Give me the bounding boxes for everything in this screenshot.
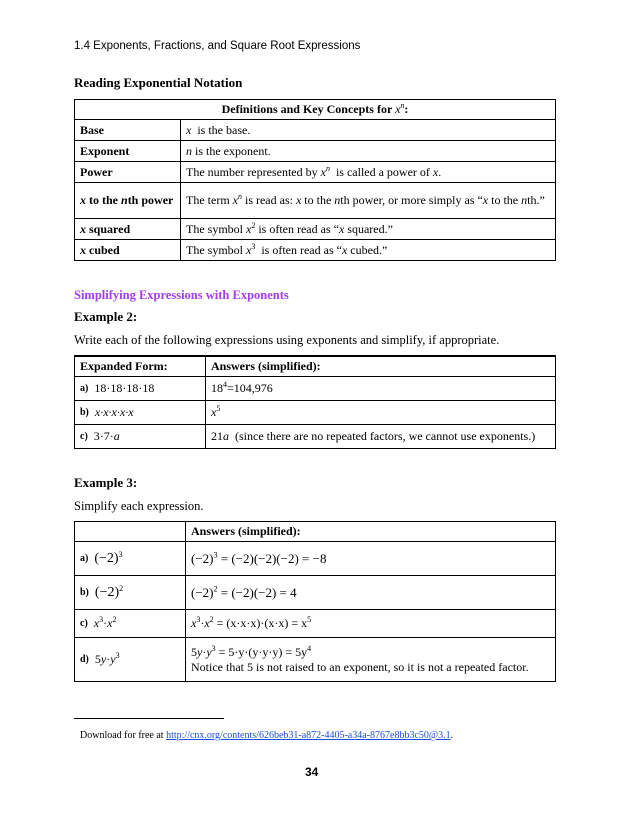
example-2-row-b-expr: $^{b)}$ x·x·x·x·x [75,401,206,425]
example-3-row-c-answer: $x^3\cdot x^2 = (x\cdot x\cdot x)\cdot(x\cdot x) = x^5$ [186,610,556,638]
example-3-col-answers: Answers (simplified): [186,522,556,542]
example-2-instruction: Write each of the following expressions using exponents and simplify, if appropriate. [74,333,500,347]
example-2-row-a-expr: $^{a)}$ 18·18·18·18 [75,377,206,401]
term-squared: x squared [75,219,181,240]
example-2-row-b-answer: $x^5$ [206,401,556,425]
example-3-instruction: Simplify each expression. [74,499,204,513]
term-cubed: x cubed [75,240,181,261]
example-3-row-c-expr: $^{c)}$ $x^3\cdot x^2$ [75,610,186,638]
term-base: Base [75,120,181,141]
example-2-col-answers: Answers (simplified): [206,356,556,377]
footnote-link[interactable]: http://cnx.org/contents/626beb31-a872-4405-a34a-8767e8bb3c50@3.1 [166,730,451,741]
example-3-row-d-expr: $^{d)}$ $5y\cdot y^3$ [75,638,186,682]
footnote-divider [74,718,224,719]
example-3-row-b-answer: $(-2)^2 = (-2)(-2) = 4$ [186,576,556,610]
definitions-table-title: Definitions and Key Concepts for $x^n$: [75,100,556,120]
example-2-row-a-answer: $18^4=104,976$ [206,377,556,401]
def-squared: The symbol $x^2$ is often read as “x squared.” [181,219,556,240]
def-power: The number represented by $x^n$ is called a power of x. [181,162,556,183]
example-3-row-a-expr: $^{a)}$ $(-2)^3$ [75,542,186,576]
example-3-row-a-answer: $(-2)^3 = (-2)(-2)(-2) = -8$ [186,542,556,576]
example-3-label: Example 3: [74,475,138,490]
example-3-table [74,521,556,682]
example-2-row-c-expr: $^{c)}$ 3·7·a [75,425,206,449]
example-3-col-blank [75,522,186,542]
def-cubed: The symbol $x^3$ is often read as “x cubed.” [181,240,556,261]
def-exponent: n is the exponent. [181,141,556,162]
example-3-row-d-answer: $5y\cdot y^3 = 5\cdot y\cdot(y\cdot y\cdot y) = 5y^4$ Notice that 5 is not raised to an exponent, so it is not a repeated factor. [186,638,556,682]
term-power: Power [75,162,181,183]
def-base: x is the base. [181,120,556,141]
section-heading-reading: Reading Exponential Notation [74,75,243,90]
definitions-table [74,99,556,261]
term-exponent: Exponent [75,141,181,162]
term-nth-power: x to the nth power [75,183,181,219]
example-2-row-c-answer: 21a (since there are no repeated factors, we cannot use exponents.) [206,425,556,449]
example-2-table [74,355,556,449]
def-nth-power: The term $x^n$ is read as: x to the nth power, or more simply as “x to the nth.” [181,183,556,219]
footnote: Download for free at http://cnx.org/contents/626beb31-a872-4405-a34a-8767e8bb3c50@3.1. [80,730,454,741]
page-number: 34 [305,765,319,779]
section-heading-simplifying: Simplifying Expressions with Exponents [74,288,289,302]
example-3-row-b-expr: $^{b)}$ $(-2)^2$ [75,576,186,610]
example-2-label: Example 2: [74,309,138,324]
example-2-col-expanded: Expanded Form: [75,356,206,377]
running-header: 1.4 Exponents, Fractions, and Square Root Expressions [74,40,361,52]
